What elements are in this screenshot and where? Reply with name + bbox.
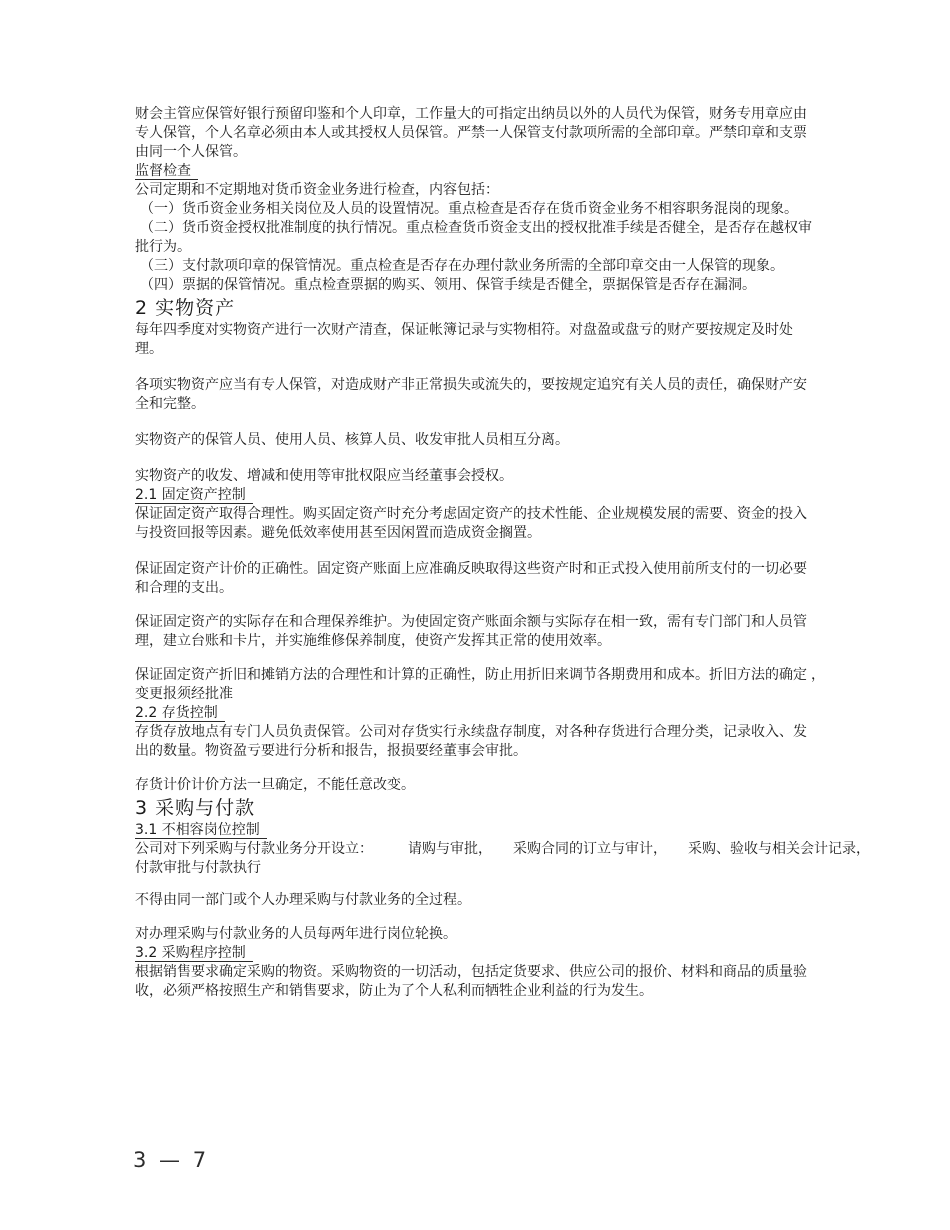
list-item-4: （四）票据的保管情况。重点检查票据的购买、领用、保管手续是否健全，票据保管是否存在漏洞。 (140, 277, 756, 293)
paragraph-line: 公司对下列采购与付款业务分开设立： 请购与审批， 采购合同的订立与审计， 采购、验收与相关会计记录， (135, 841, 870, 857)
heading-supervision-inspection: 监督检查 (135, 162, 815, 181)
paragraph-inventory-custody: 存货存放地点有专门人员负责保管。公司对存货实行永续盘存制度，对各种存货进行合理分类，记录收入、发出的数量。物资盈亏要进行分析和报告，报损要经董事会审批。 (135, 724, 807, 759)
section-heading-procurement-payment: 3 采购与付款 (135, 797, 256, 819)
paragraph-no-full-process: 不得由同一部门或个人办理采购与付款业务的全过程。 (135, 892, 471, 908)
paragraph-duty-separation: 实物资产的保管人员、使用人员、核算人员、收发审批人员相互分离。 (135, 432, 569, 448)
document-body (135, 105, 870, 1001)
paragraph-job-rotation: 对办理采购与付款业务的人员每两年进行岗位轮换。 (135, 926, 457, 942)
list-item-1: （一）货币资金业务相关岗位及人员的设置情况。重点检查是否存在货币资金业务不相容职务混岗的现象。 (140, 201, 798, 217)
list-item-2: （二）货币资金授权批准制度的执行情况。重点检查货币资金支出的授权批准手续是否健全，是否存在越权审批行为。 (135, 220, 812, 255)
stray-comma: ， (811, 667, 825, 683)
paragraph-annual-inventory-check: 每年四季度对实物资产进行一次财产清查，保证帐簿记录与实物相符。对盘盈或盘亏的财产要按规定及时处理。 (135, 322, 793, 357)
list-item-3: （三）支付款项印章的保管情况。重点检查是否存在办理付款业务所需的全部印章交由一人保管的现象。 (140, 258, 784, 274)
paragraph-existence-maintenance: 保证固定资产的实际存在和合理保养维护。为使固定资产账面余额与实际存在相一致，需有专门部门和人员管理，建立台账和卡片，并实施维修保养制度，使资产发挥其正常的使用效率。 (135, 614, 807, 649)
subheading-incompatible-duties: 3.1 不相容岗位控制 (135, 821, 815, 840)
paragraph-acquisition-rationality: 保证固定资产取得合理性。购买固定资产时充分考虑固定资产的技术性能、企业规模发展的需要、资金的投入与投资回报等因素。避免低效率使用甚至因闲置而造成资金搁置。 (135, 506, 807, 541)
paragraph-board-authorization: 实物资产的收发、增减和使用等审批权限应当经董事会授权。 (135, 468, 513, 484)
paragraph-duty-setup (135, 840, 870, 878)
paragraph-asset-custodian: 各项实物资产应当有专人保管，对造成财产非正常损失或流失的，要按规定追究有关人员的责任，确保财产安全和完整。 (135, 377, 807, 412)
paragraph-line: 保证固定资产折旧和摊销方法的合理性和计算的正确性，防止用折旧来调节各期费用和成本。折旧方法的确定 ， (135, 667, 825, 683)
paragraph-line: 变更报须经批准 (135, 686, 233, 702)
paragraph-valuation-correctness: 保证固定资产计价的正确性。固定资产账面上应准确反映取得这些资产时和正式投入使用前所支付的一切必要和合理的支出。 (135, 561, 807, 596)
subheading-procurement-procedure: 3.2 采购程序控制 (135, 944, 815, 963)
page-number: 3 — 7 (133, 1148, 210, 1172)
paragraph-inspection-intro: 公司定期和不定期地对货币资金业务进行检查，内容包括： (135, 182, 499, 198)
section-heading-physical-assets: 2 实物资产 (135, 297, 236, 319)
paragraph-depreciation-method (135, 666, 825, 704)
paragraph-inventory-valuation: 存货计价计价方法一旦确定，不能任意改变。 (135, 777, 415, 793)
subheading-fixed-asset-control: 2.1 固定资产控制 (135, 486, 815, 505)
paragraph-seal-custody: 财会主管应保管好银行预留印鉴和个人印章，工作量大的可指定出纳员以外的人员代为保管，财务专用章应由专人保管，个人名章必须由本人或其授权人员保管。严禁一人保管支付款项所需的全部印章。严禁印章和支票由同一个人保管。 (135, 106, 807, 160)
paragraph-procurement-by-sales: 根据销售要求确定采购的物资。采购物资的一切活动，包括定货要求、供应公司的报价、材料和商品的质量验收，必须严格按照生产和销售要求，防止为了个人私利而牺牲企业利益的行为发生。 (135, 964, 807, 999)
subheading-inventory-control: 2.2 存货控制 (135, 704, 815, 723)
paragraph-line: 付款审批与付款执行 (135, 860, 261, 876)
